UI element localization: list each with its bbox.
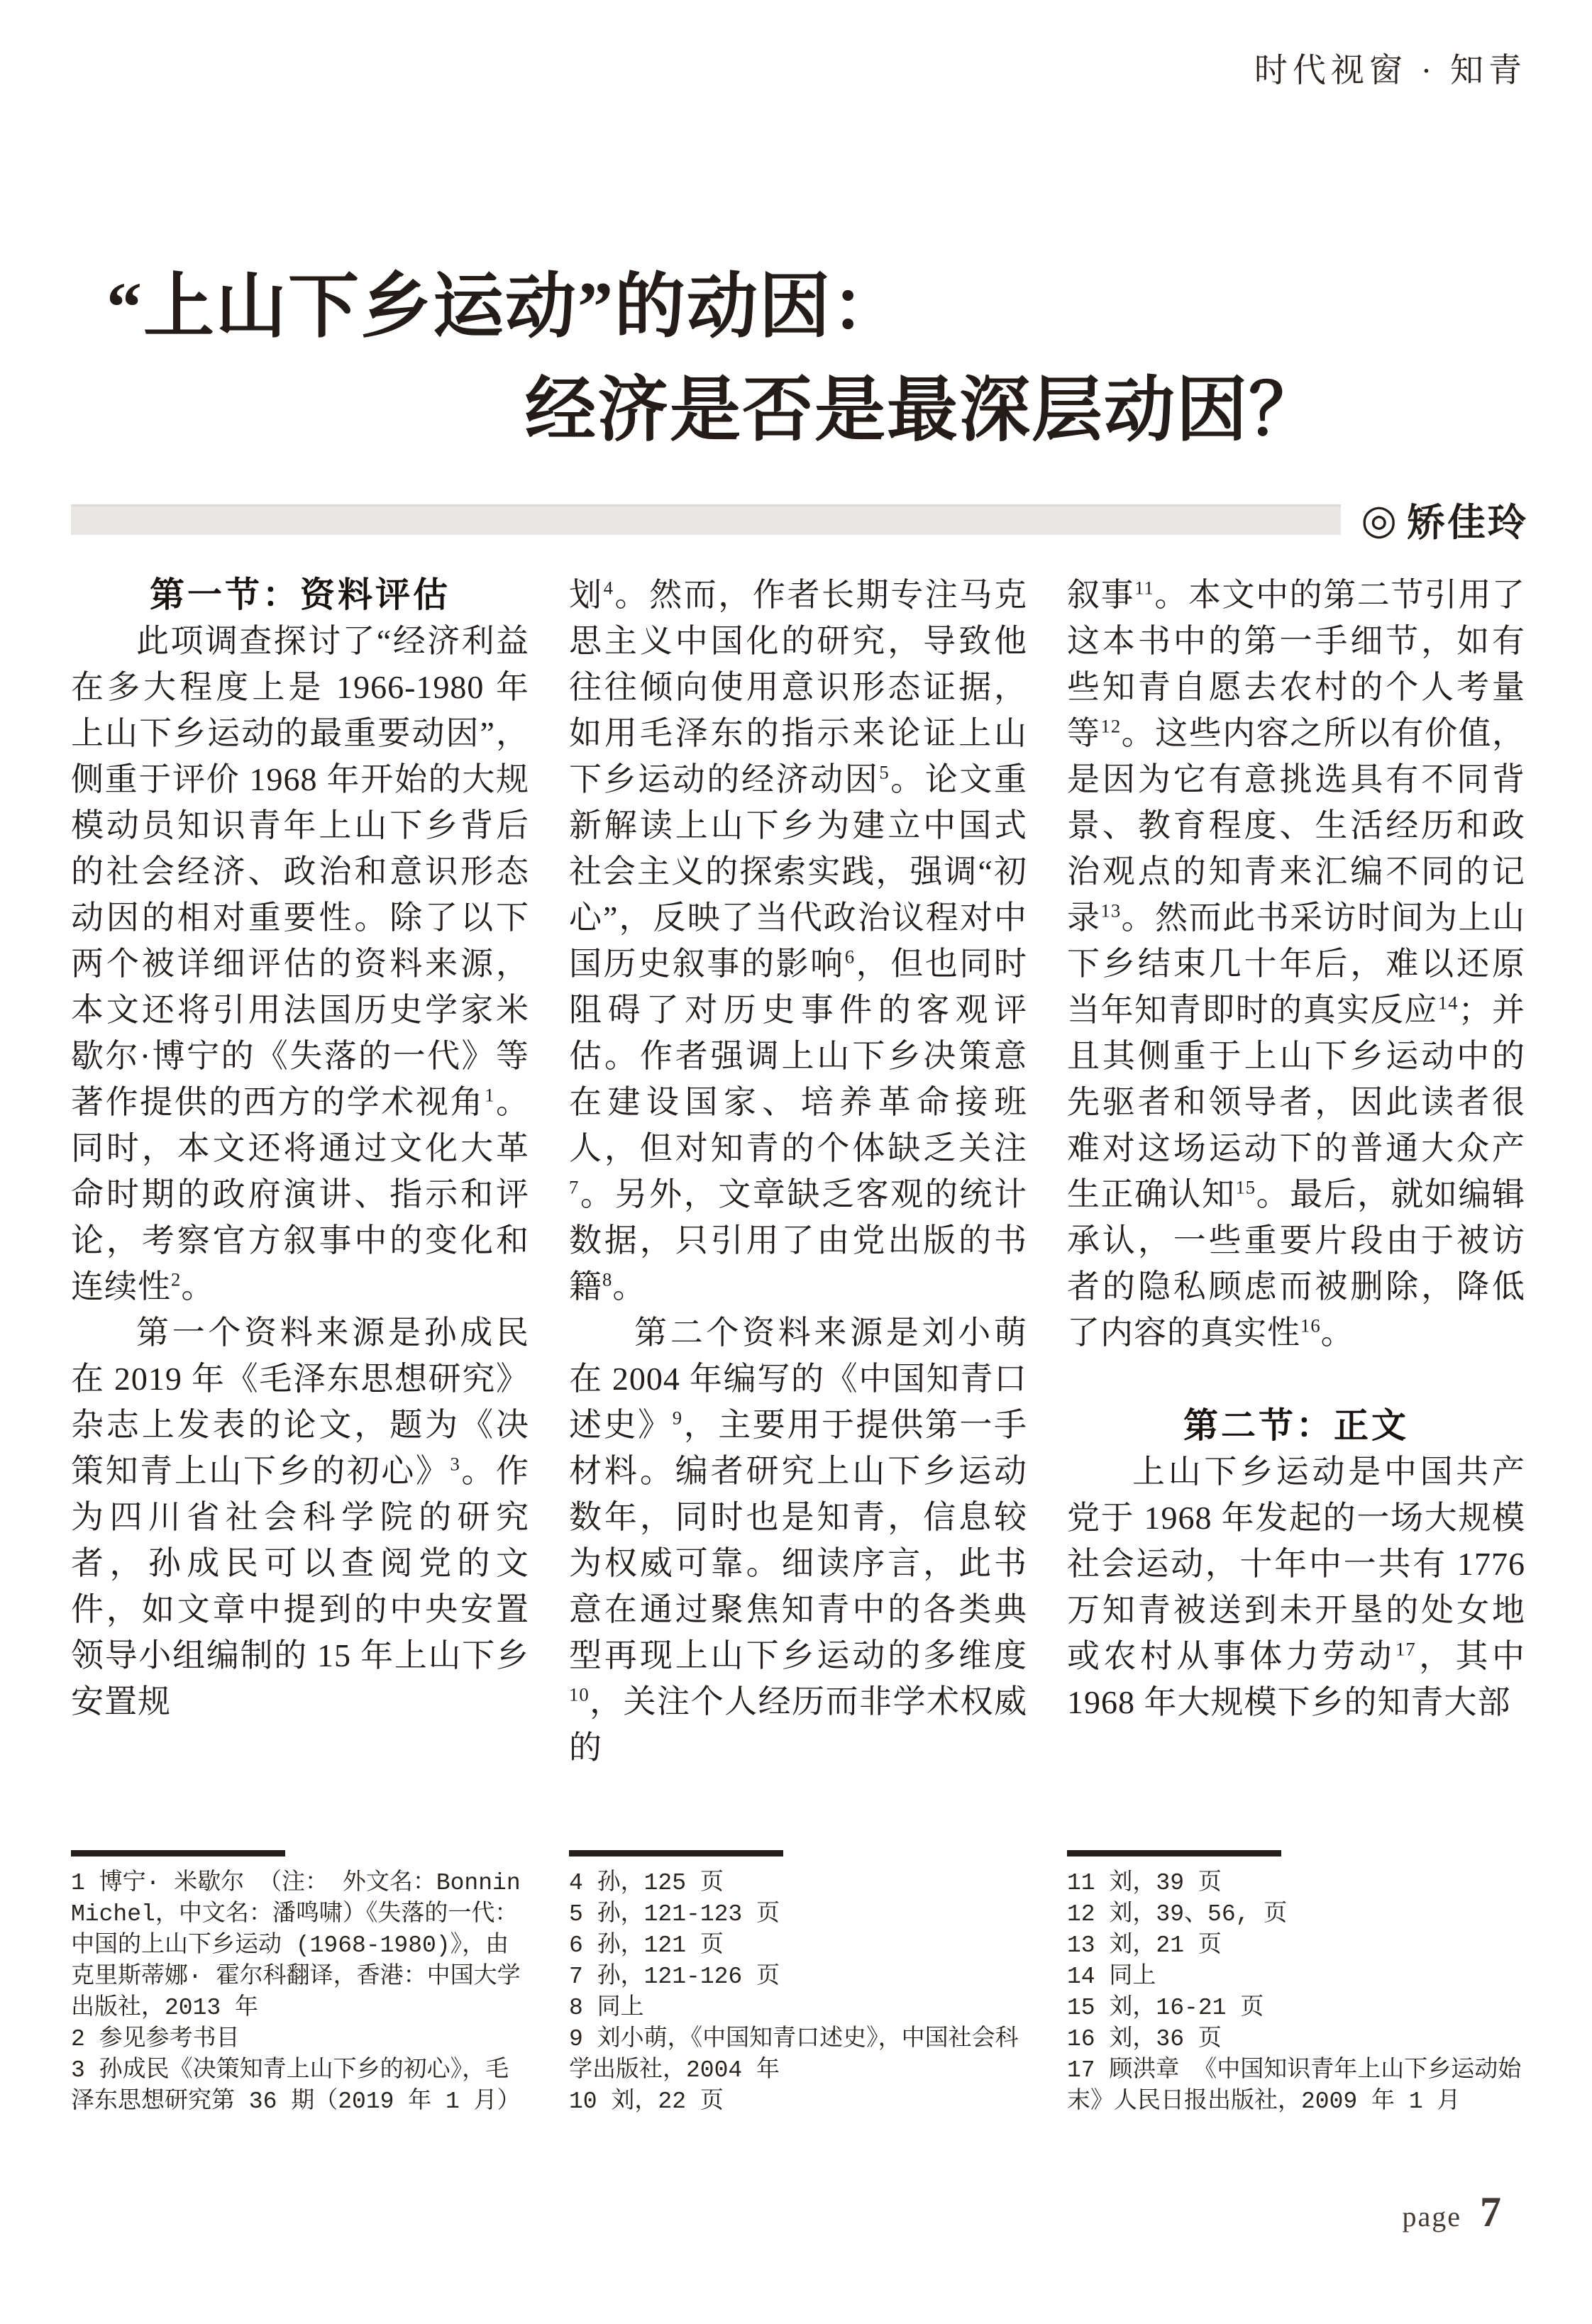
- body-column-2: [569, 572, 1027, 1771]
- footnote-column-2: [569, 1850, 1027, 2118]
- footnote-reference: 11: [1134, 577, 1154, 599]
- footnote-item: 9 刘小萌，《中国知青口述史》，中国社会科学出版社，2004 年: [569, 2026, 1019, 2084]
- footnote-reference: 8: [602, 1268, 613, 1290]
- footnote-item: 16 刘，36 页: [1067, 2026, 1222, 2052]
- footnote-item: 3 孙成民《决策知青上山下乡的初心》，毛泽东思想研究第 36 期（2019 年 1 月）: [71, 2057, 521, 2115]
- byline-divider-rule: [71, 504, 1341, 535]
- footnotes-area: [71, 1850, 1525, 2118]
- footnote-reference: 12: [1100, 715, 1122, 737]
- article-body: [71, 572, 1525, 1771]
- footnote-item: 12 刘，39、56, 页: [1067, 1901, 1288, 1927]
- footnote-item: 5 孙，121-123 页: [569, 1901, 780, 1927]
- body-paragraph: 第二个资料来源是刘小萌在 2004 年编写的《中国知青口述史》$^9$，主要用于提供第一手材料。编者研究上山下乡运动数年，同时也是知青，信息较为权威可靠。细读序言，此书意在通过聚焦知青中的各类典型再现上山下乡运动的多维度$^{10}$，关注个人经历而非学术权威的: [569, 1315, 1028, 1766]
- footnote-reference: 5: [879, 761, 890, 783]
- footnote-reference: 7: [569, 1176, 580, 1198]
- page-number-value: 7: [1480, 2189, 1501, 2235]
- footnote-item: 14 同上: [1067, 1964, 1156, 1990]
- article-title-line1: “上山下乡运动”的动因：: [106, 267, 904, 346]
- footnote-item: 13 刘，21 页: [1067, 1932, 1222, 1959]
- footnote-item: 2 参见参考书目: [71, 2026, 240, 2052]
- article-title: [106, 255, 1497, 463]
- journal-section-header: 时代视窗 · 知青: [1254, 52, 1527, 89]
- footnote-item: 6 孙，121 页: [569, 1932, 724, 1959]
- footnote-reference: 4: [603, 577, 614, 599]
- body-paragraph: 第一个资料来源是孙成民在 2019 年《毛泽东思想研究》杂志上发表的论文，题为《决策知青上山下乡的初心》$^3$。作为四川省社会科学院的研究者，孙成民可以查阅党的文件，如文章中提到的中央安置领导小组编制的 15 年上山下乡安置规: [71, 1315, 530, 1720]
- page-number-label: page: [1402, 2201, 1461, 2232]
- footnote-reference: 17: [1395, 1638, 1416, 1660]
- footnote-reference: 14: [1437, 992, 1459, 1014]
- footnote-reference: 6: [844, 946, 856, 968]
- footnote-item: 15 刘，16-21 页: [1067, 1995, 1264, 2021]
- footnote-reference: 9: [672, 1407, 683, 1429]
- footnote-item: 7 孙，121-126 页: [569, 1964, 780, 1990]
- author-name: 矫佳玲: [1407, 502, 1528, 544]
- footnote-column-1: [71, 1850, 529, 2118]
- footnote-column-3: [1067, 1850, 1525, 2118]
- footnote-item: 1 博宁· 米歇尔 （注： 外文名：Bonnin Michel，中文名：潘鸣啸）《失落的一代：中国的上山下乡运动 (1968-1980)》，由克里斯蒂娜· 霍尔科翻译，香港：中国大学出版社，2013 年: [71, 1870, 521, 2021]
- body-column-3: [1067, 572, 1525, 1771]
- page-number: [1402, 2188, 1501, 2237]
- body-paragraph: 叙事$^{11}$。本文中的第二节引用了这本书中的第一手细节，如有些知青自愿去农村的个人考量等$^{12}$。这些内容之所以有价值，是因为它有意挑选具有不同背景、教育程度、生活经历和政治观点的知青来汇编不同的记录$^{13}$。然而此书采访时间为上山下乡结束几十年后，难以还原当年知青即时的真实反应$^{14}$；并且其侧重于上山下乡运动中的先驱者和领导者，因此读者很难对这场运动下的普通大众产生正确认知$^{15}$。最后，就如编辑承认，一些重要片段由于被访者的隐私顾虑而被删除，降低了内容的真实性$^{16}$。: [1067, 577, 1526, 1351]
- footnote-reference: 10: [569, 1683, 590, 1705]
- footnote-reference: 16: [1300, 1315, 1321, 1337]
- author-bullet-icon: ◎: [1361, 496, 1397, 543]
- byline-row: [71, 492, 1528, 547]
- footnote-reference: 1: [485, 1084, 495, 1106]
- footnote-item: 8 同上: [569, 1995, 644, 2021]
- footnote-reference: 2: [171, 1268, 182, 1290]
- body-paragraph: 此项调查探讨了“经济利益在多大程度上是 1966-1980 年上山下乡运动的最重要动因”，侧重于评价 1968 年开始的大规模动员知识青年上山下乡背后的社会经济、政治和意识形态动因的相对重要性。除了以下两个被详细评估的资料来源，本文还将引用法国历史学家米歇尔·博宁的《失落的一代》等著作提供的西方的学术视角$^1$。同时，本文还将通过文化大革命时期的政府演讲、指示和评论，考察官方叙事中的变化和连续性$^2$。: [71, 623, 530, 1305]
- footnote-reference: 13: [1100, 900, 1122, 922]
- section-heading: 第二节：正文: [1183, 1406, 1409, 1445]
- footnote-item: 17 顾洪章 《中国知识青年上山下乡运动始末》人民日报出版社，2009 年 1 月: [1067, 2057, 1522, 2115]
- footnote-separator-rule: [569, 1850, 783, 1857]
- body-column-1: [71, 572, 529, 1771]
- footnote-reference: 15: [1235, 1176, 1256, 1198]
- footnote-item: 4 孙，125 页: [569, 1870, 724, 1896]
- body-paragraph: 上山下乡运动是中国共产党于 1968 年发起的一场大规模社会运动，十年中一共有 1776 万知青被送到未开垦的处女地或农村从事体力劳动$^{17}$，其中 1968 年大规模下乡的知青大部: [1067, 1454, 1526, 1720]
- article-title-line2: 经济是否是最深层动因？: [525, 371, 1321, 450]
- body-paragraph: 划$^4$。然而，作者长期专注马克思主义中国化的研究，导致他往往倾向使用意识形态证据，如用毛泽东的指示来论证上山下乡运动的经济动因$^5$。论文重新解读上山下乡为建立中国式社会主义的探索实践，强调“初心”，反映了当代政治议程对中国历史叙事的影响$^6$，但也同时阻碍了对历史事件的客观评估。作者强调上山下乡决策意在建设国家、培养革命接班人，但对知青的个体缺乏关注$^7$。另外，文章缺乏客观的统计数据，只引用了由党出版的书籍$^8$。: [569, 577, 1028, 1305]
- footnote-reference: 3: [450, 1453, 460, 1475]
- footnote-item: 10 刘，22 页: [569, 2088, 724, 2115]
- section-heading: 第一节：资料评估: [149, 575, 450, 614]
- author-byline: [1361, 492, 1528, 547]
- footnote-separator-rule: [71, 1850, 285, 1857]
- footnote-item: 11 刘，39 页: [1067, 1870, 1222, 1896]
- footnote-separator-rule: [1067, 1850, 1281, 1857]
